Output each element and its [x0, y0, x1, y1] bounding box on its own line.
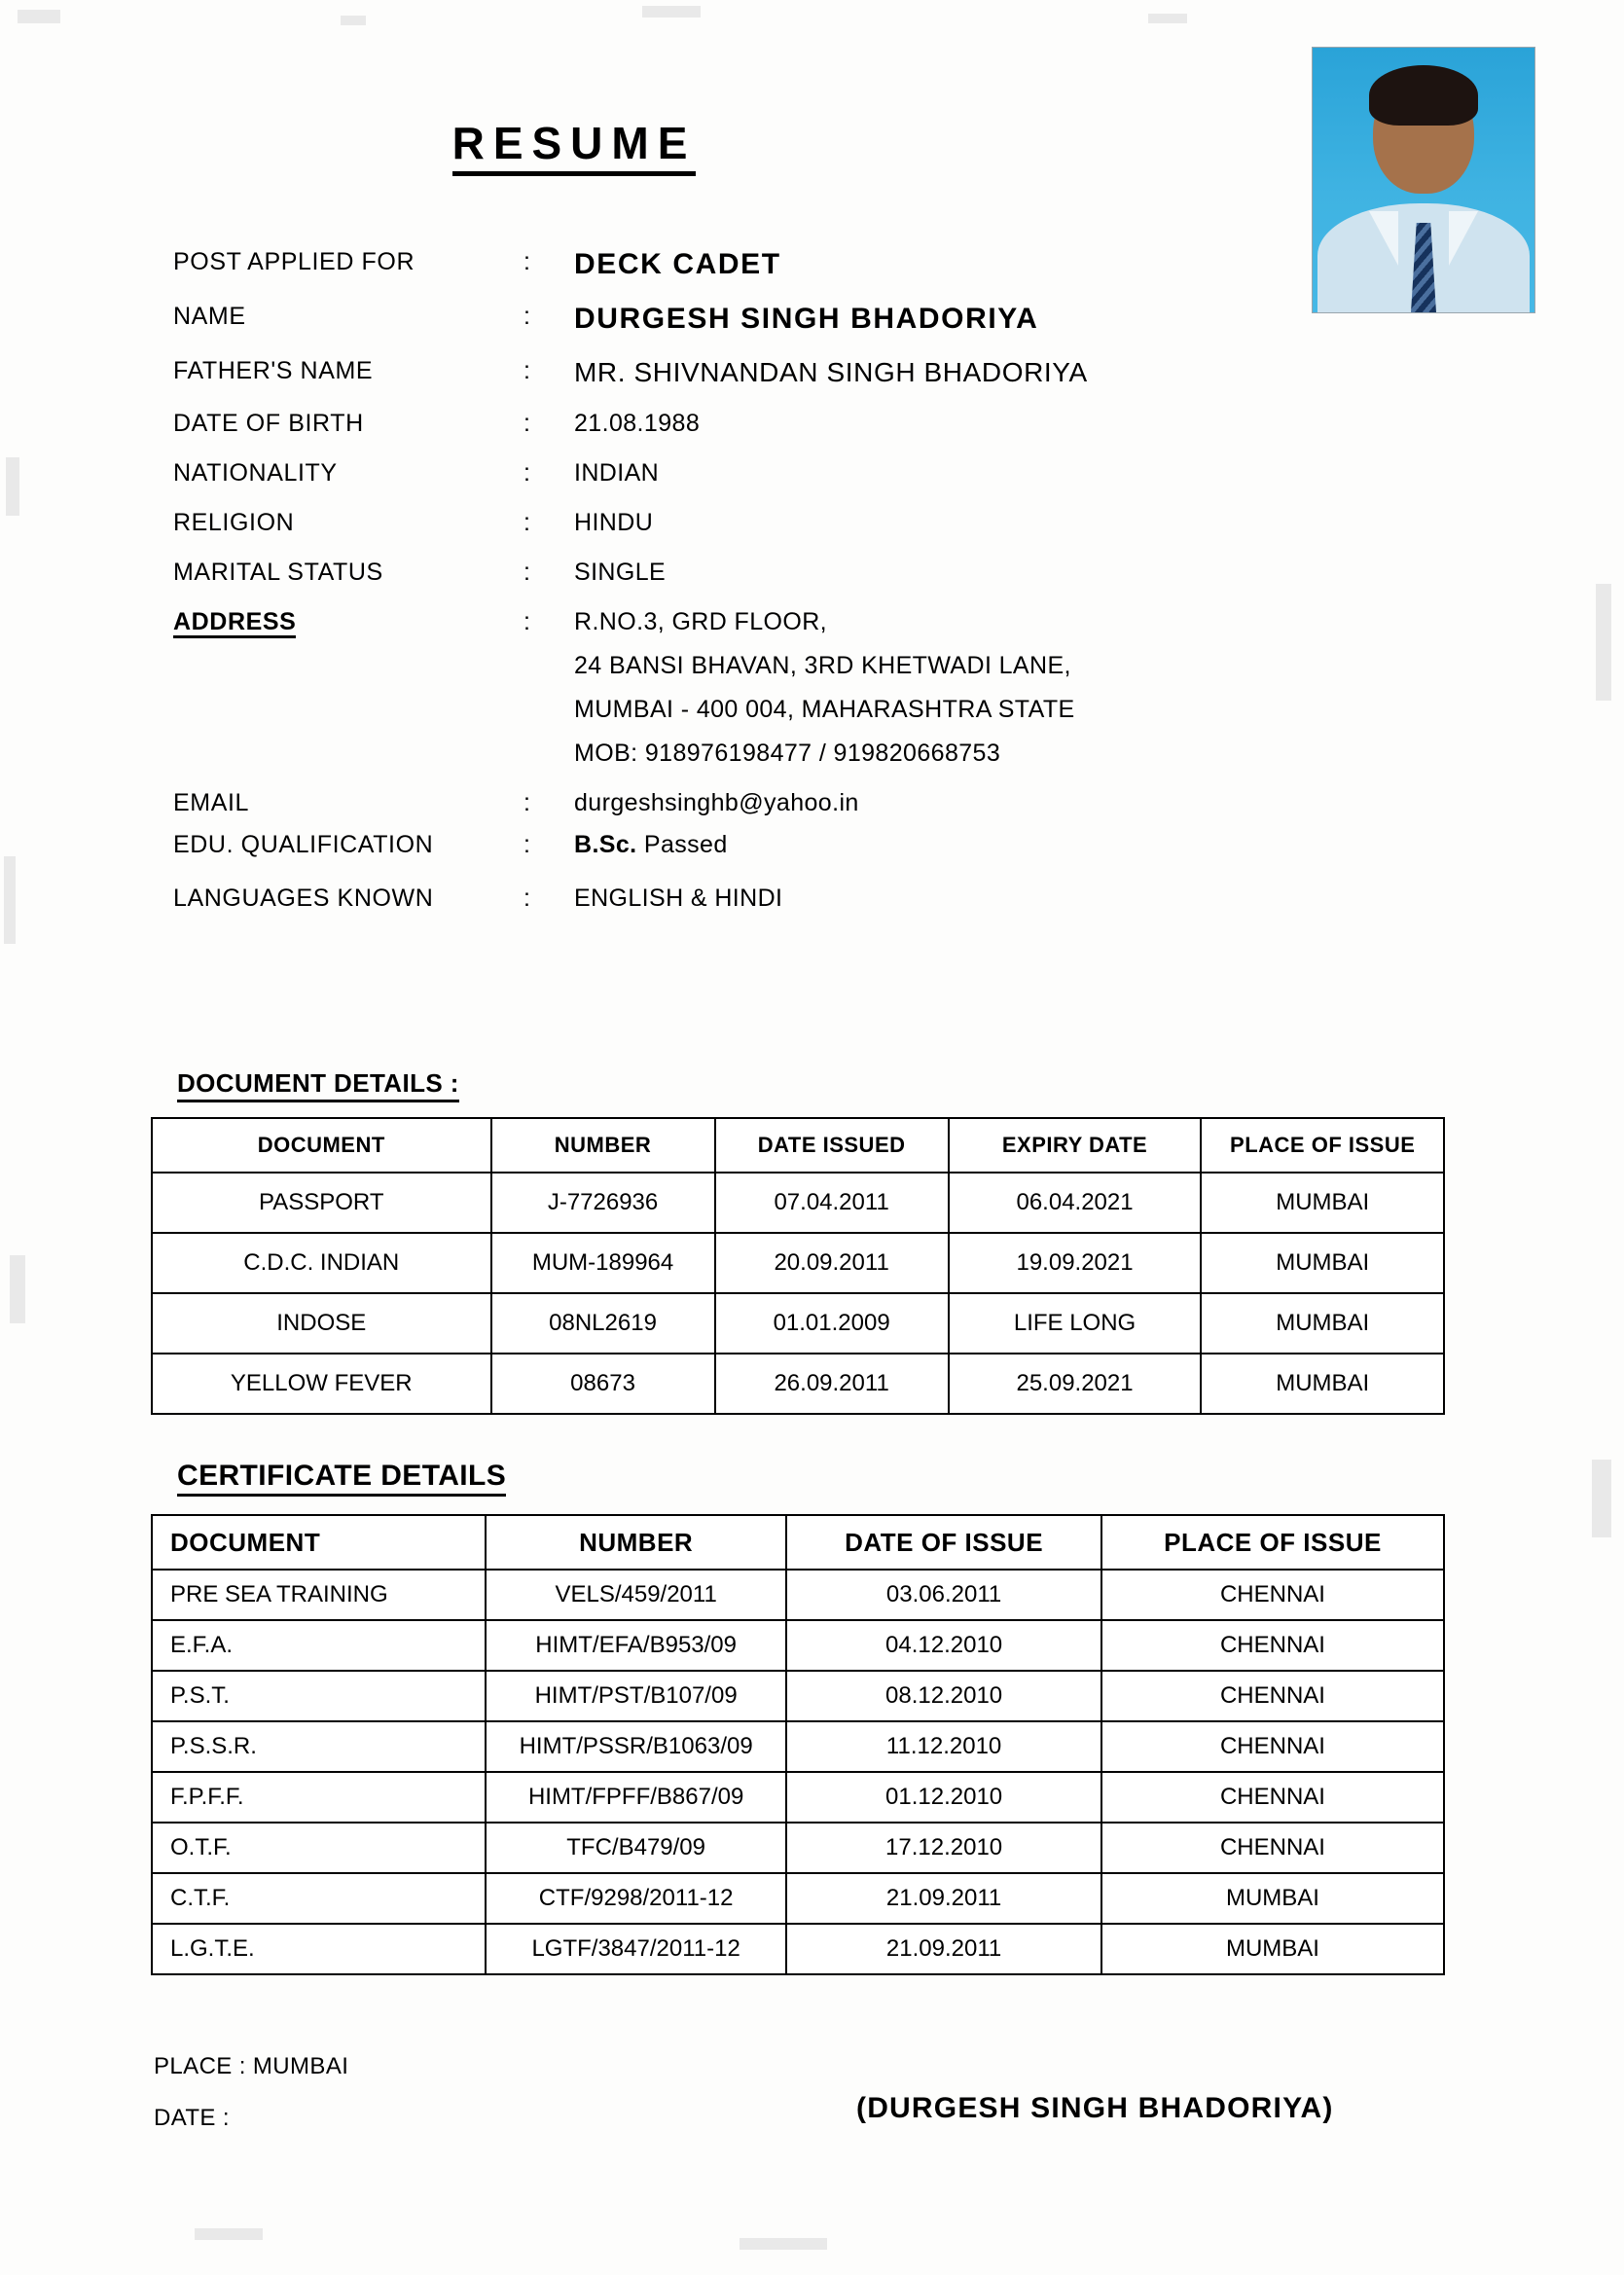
- cell-place-of-issue: MUMBAI: [1201, 1354, 1444, 1414]
- table-row: [152, 1823, 1444, 1873]
- cell-date-of-issue: 21.09.2011: [786, 1924, 1101, 1974]
- info-row-post: [173, 248, 1467, 281]
- address-line-1: R.NO.3, GRD FLOOR,: [574, 608, 828, 635]
- cell-document: O.T.F.: [152, 1823, 486, 1873]
- cell-number: TFC/B479/09: [486, 1823, 786, 1873]
- cell-document: P.S.T.: [152, 1671, 486, 1721]
- cell-place-of-issue: CHENNAI: [1101, 1823, 1444, 1873]
- label-religion: RELIGION: [173, 509, 295, 536]
- info-row-marital-status: [173, 559, 1467, 587]
- cell-document: YELLOW FEVER: [152, 1354, 491, 1414]
- table-row: [152, 1772, 1444, 1823]
- col-header-place-of-issue: PLACE OF ISSUE: [1201, 1118, 1444, 1173]
- certificate-details-heading: [177, 1460, 506, 1493]
- cell-date-issued: 26.09.2011: [715, 1354, 949, 1414]
- table-row: [152, 1233, 1444, 1293]
- info-row-languages-known: [173, 885, 1467, 913]
- label-marital-status: MARITAL STATUS: [173, 559, 383, 586]
- label-address-text: ADDRESS: [173, 608, 296, 638]
- info-row-address: [173, 608, 1467, 768]
- cell-expiry-date: LIFE LONG: [949, 1293, 1202, 1354]
- colon-separator: :: [523, 459, 530, 487]
- table-row: [152, 1620, 1444, 1671]
- label-email: EMAIL: [173, 789, 250, 816]
- table-header-row: [152, 1118, 1444, 1173]
- value-date-of-birth: 21.08.1988: [574, 410, 701, 437]
- cell-place-of-issue: CHENNAI: [1101, 1671, 1444, 1721]
- cell-document: PASSPORT: [152, 1173, 491, 1233]
- table-row: [152, 1293, 1444, 1354]
- cell-date-issued: 07.04.2011: [715, 1173, 949, 1233]
- col-header-date-of-issue: DATE OF ISSUE: [786, 1515, 1101, 1570]
- table-row: [152, 1924, 1444, 1974]
- cell-number: VELS/459/2011: [486, 1570, 786, 1620]
- table-row: [152, 1570, 1444, 1620]
- cell-expiry-date: 19.09.2021: [949, 1233, 1202, 1293]
- table-row: [152, 1873, 1444, 1924]
- document-details-heading: [177, 1068, 459, 1099]
- cell-place-of-issue: MUMBAI: [1101, 1924, 1444, 1974]
- cell-number: 08NL2619: [491, 1293, 715, 1354]
- info-row-nationality: [173, 459, 1467, 488]
- cell-document: PRE SEA TRAINING: [152, 1570, 486, 1620]
- value-religion: HINDU: [574, 509, 654, 536]
- info-row-religion: [173, 509, 1467, 537]
- colon-separator: :: [523, 303, 530, 330]
- cell-place-of-issue: MUMBAI: [1201, 1233, 1444, 1293]
- scan-artifact: [740, 2238, 827, 2250]
- cell-document: F.P.F.F.: [152, 1772, 486, 1823]
- cell-expiry-date: 06.04.2021: [949, 1173, 1202, 1233]
- value-languages-known: ENGLISH & HINDI: [574, 885, 783, 912]
- cell-place-of-issue: MUMBAI: [1201, 1293, 1444, 1354]
- certificate-details-heading-text: CERTIFICATE DETAILS: [177, 1460, 506, 1497]
- value-email: durgeshsinghb@yahoo.in: [574, 789, 859, 816]
- cell-date-of-issue: 03.06.2011: [786, 1570, 1101, 1620]
- colon-separator: :: [523, 509, 530, 536]
- personal-info-block: [173, 248, 1467, 934]
- cell-date-of-issue: 17.12.2010: [786, 1823, 1101, 1873]
- info-row-edu-qualification: [173, 831, 1467, 859]
- col-header-place-of-issue: PLACE OF ISSUE: [1101, 1515, 1444, 1570]
- cell-number: J-7726936: [491, 1173, 715, 1233]
- scan-artifact: [341, 16, 366, 25]
- info-row-email: [173, 789, 1467, 817]
- cell-date-issued: 01.01.2009: [715, 1293, 949, 1354]
- certificate-details-table: [151, 1514, 1445, 1975]
- cell-date-of-issue: 11.12.2010: [786, 1721, 1101, 1772]
- value-nationality: INDIAN: [574, 459, 660, 487]
- cell-document: P.S.S.R.: [152, 1721, 486, 1772]
- scan-artifact: [1592, 1460, 1611, 1537]
- scan-artifact: [18, 10, 60, 23]
- cell-document: E.F.A.: [152, 1620, 486, 1671]
- cell-number: 08673: [491, 1354, 715, 1414]
- cell-document: C.T.F.: [152, 1873, 486, 1924]
- table-row: [152, 1173, 1444, 1233]
- colon-separator: :: [523, 410, 530, 437]
- scan-artifact: [1596, 584, 1611, 701]
- cell-place-of-issue: CHENNAI: [1101, 1772, 1444, 1823]
- scan-artifact: [6, 457, 19, 516]
- cell-document: INDOSE: [152, 1293, 491, 1354]
- cell-date-of-issue: 01.12.2010: [786, 1772, 1101, 1823]
- cell-number: HIMT/PST/B107/09: [486, 1671, 786, 1721]
- value-name: DURGESH SINGH BHADORIYA: [574, 303, 1039, 335]
- value-fathers-name: MR. SHIVNANDAN SINGH BHADORIYA: [574, 357, 1088, 387]
- page-title-text: RESUME: [452, 118, 697, 176]
- colon-separator: :: [523, 357, 530, 384]
- page-title: [0, 117, 1148, 169]
- table-row: [152, 1671, 1444, 1721]
- cell-expiry-date: 25.09.2021: [949, 1354, 1202, 1414]
- cell-date-issued: 20.09.2011: [715, 1233, 949, 1293]
- col-header-date-issued: DATE ISSUED: [715, 1118, 949, 1173]
- info-row-name: [173, 303, 1467, 336]
- cell-number: CTF/9298/2011-12: [486, 1873, 786, 1924]
- cell-number: LGTF/3847/2011-12: [486, 1924, 786, 1974]
- colon-separator: :: [523, 608, 530, 635]
- value-post-applied-for: DECK CADET: [574, 248, 781, 280]
- label-fathers-name: FATHER'S NAME: [173, 357, 374, 384]
- value-marital-status: SINGLE: [574, 559, 667, 586]
- col-header-number: NUMBER: [486, 1515, 786, 1570]
- cell-number: MUM-189964: [491, 1233, 715, 1293]
- cell-date-of-issue: 08.12.2010: [786, 1671, 1101, 1721]
- table-row: [152, 1721, 1444, 1772]
- cell-date-of-issue: 21.09.2011: [786, 1873, 1101, 1924]
- value-edu-degree: B.Sc.: [574, 831, 637, 858]
- cell-document: C.D.C. INDIAN: [152, 1233, 491, 1293]
- scan-artifact: [4, 856, 16, 944]
- table-header-row: [152, 1515, 1444, 1570]
- table-row: [152, 1354, 1444, 1414]
- colon-separator: :: [523, 248, 530, 275]
- cell-place-of-issue: CHENNAI: [1101, 1570, 1444, 1620]
- photo-hair: [1369, 65, 1478, 126]
- colon-separator: :: [523, 831, 530, 858]
- footer-signature-name: (DURGESH SINGH BHADORIYA): [856, 2092, 1334, 2124]
- colon-separator: :: [523, 885, 530, 912]
- footer-date: DATE :: [154, 2105, 230, 2131]
- address-line-2: 24 BANSI BHAVAN, 3RD KHETWADI LANE,: [574, 652, 1071, 679]
- cell-place-of-issue: CHENNAI: [1101, 1620, 1444, 1671]
- cell-place-of-issue: CHENNAI: [1101, 1721, 1444, 1772]
- label-address: [173, 608, 523, 636]
- footer-place: PLACE : MUMBAI: [154, 2053, 349, 2079]
- colon-separator: :: [523, 559, 530, 586]
- cell-place-of-issue: MUMBAI: [1201, 1173, 1444, 1233]
- scan-artifact: [195, 2228, 263, 2240]
- cell-place-of-issue: MUMBAI: [1101, 1873, 1444, 1924]
- col-header-number: NUMBER: [491, 1118, 715, 1173]
- cell-document: L.G.T.E.: [152, 1924, 486, 1974]
- label-post-applied-for: POST APPLIED FOR: [173, 248, 415, 275]
- address-line-mobile: MOB: 918976198477 / 919820668753: [574, 740, 1001, 767]
- label-date-of-birth: DATE OF BIRTH: [173, 410, 364, 437]
- col-header-document: DOCUMENT: [152, 1118, 491, 1173]
- cell-number: HIMT/PSSR/B1063/09: [486, 1721, 786, 1772]
- value-edu-status: Passed: [636, 831, 728, 858]
- label-nationality: NATIONALITY: [173, 459, 338, 487]
- col-header-document: DOCUMENT: [152, 1515, 486, 1570]
- address-line-3: MUMBAI - 400 004, MAHARASHTRA STATE: [574, 696, 1075, 723]
- document-details-heading-text: DOCUMENT DETAILS :: [177, 1068, 459, 1102]
- scan-artifact: [10, 1255, 25, 1323]
- value-edu-qualification: [574, 831, 728, 859]
- label-name: NAME: [173, 303, 246, 330]
- info-row-fathers-name: [173, 357, 1467, 388]
- scan-artifact: [642, 6, 701, 18]
- scan-artifact: [1148, 14, 1187, 23]
- info-row-date-of-birth: [173, 410, 1467, 438]
- colon-separator: :: [523, 789, 530, 816]
- cell-number: HIMT/FPFF/B867/09: [486, 1772, 786, 1823]
- cell-number: HIMT/EFA/B953/09: [486, 1620, 786, 1671]
- label-edu-qualification: EDU. QUALIFICATION: [173, 831, 434, 858]
- document-details-table: [151, 1117, 1445, 1415]
- cell-date-of-issue: 04.12.2010: [786, 1620, 1101, 1671]
- col-header-expiry-date: EXPIRY DATE: [949, 1118, 1202, 1173]
- value-address: [574, 608, 1075, 768]
- label-languages-known: LANGUAGES KNOWN: [173, 885, 434, 912]
